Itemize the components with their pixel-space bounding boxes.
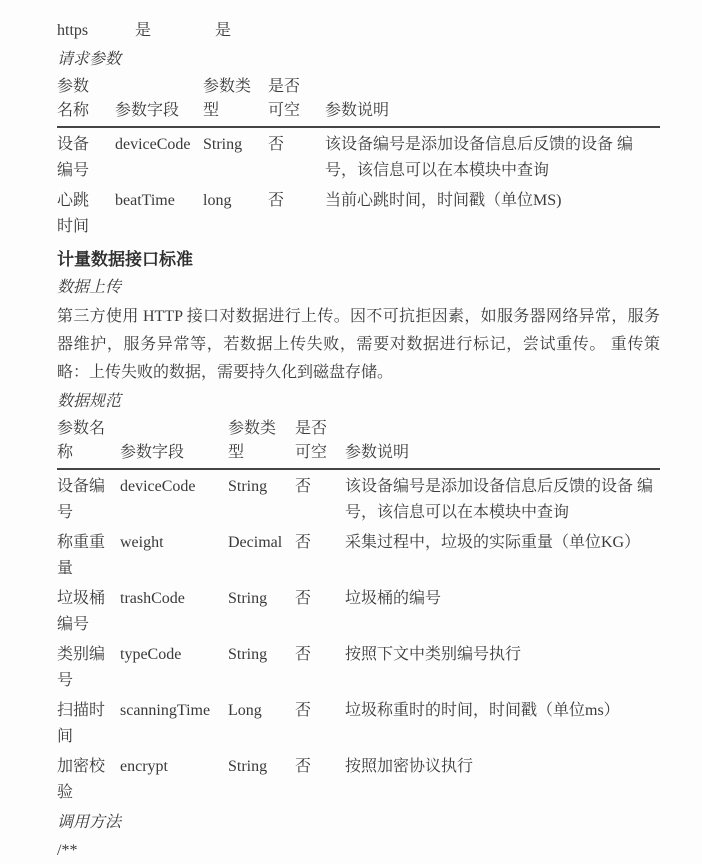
table-row — [57, 526, 660, 582]
nullable-cell: 否 — [295, 702, 312, 719]
param-desc-cell: 垃圾称重时的时间，时间戳（单位ms） — [345, 702, 620, 719]
param-desc-cell: 该设备编号是添加设备信息后反馈的设备 编号，该信息可以在本模块中查询 — [345, 478, 654, 521]
table-row — [57, 469, 660, 526]
table-row — [57, 750, 660, 806]
column-header-param-field: 参数字段 — [115, 102, 180, 119]
param-desc-cell: 该设备编号是添加设备信息后反馈的设备 编号，该信息可以在本模块中查询 — [325, 136, 634, 179]
metering-section-heading: 计量数据接口标准 — [57, 250, 193, 269]
column-header-nullable: 是否可空 — [295, 420, 328, 461]
param-name-cell: 心跳时间 — [57, 192, 90, 235]
param-type-cell: long — [203, 192, 232, 209]
table-row — [57, 184, 660, 240]
param-desc-cell: 垃圾桶的编号 — [345, 590, 442, 607]
param-desc-cell: 当前心跳时间，时间戳（单位MS) — [325, 192, 562, 209]
nullable-cell: 否 — [295, 758, 312, 775]
protocol-flag-1: 是 — [135, 22, 152, 39]
param-field-cell: beatTime — [115, 192, 175, 209]
param-field-cell: deviceCode — [120, 478, 196, 495]
data-spec-table — [57, 417, 660, 806]
param-field-cell: typeCode — [120, 646, 182, 663]
param-type-cell: String — [228, 646, 268, 663]
param-field-cell: scanningTime — [120, 702, 211, 719]
data-upload-title: 数据上传 — [57, 279, 122, 296]
column-header-param-field: 参数字段 — [120, 444, 185, 461]
nullable-cell: 否 — [295, 590, 312, 607]
table-row — [57, 694, 660, 750]
column-header-param-name: 参数名称 — [57, 78, 90, 119]
param-desc-cell: 采集过程中，垃圾的实际重量（单位KG） — [345, 534, 641, 551]
param-name-cell: 称重重量 — [57, 534, 106, 577]
nullable-cell: 否 — [268, 136, 285, 153]
column-header-nullable: 是否可空 — [268, 78, 301, 119]
param-field-cell: weight — [120, 534, 164, 551]
table-header-row — [57, 417, 660, 469]
column-header-param-type: 参数类型 — [203, 78, 252, 119]
param-field-cell: encrypt — [120, 758, 168, 775]
param-type-cell: Long — [228, 702, 262, 719]
table-row — [57, 582, 660, 638]
column-header-param-desc: 参数说明 — [345, 444, 410, 461]
column-header-param-desc: 参数说明 — [325, 102, 390, 119]
call-method-title: 调用方法 — [57, 814, 122, 831]
param-type-cell: String — [203, 136, 243, 153]
param-type-cell: String — [228, 758, 268, 775]
param-name-cell: 扫描时间 — [57, 702, 106, 745]
data-upload-paragraph: 第三方使用 HTTP 接口对数据进行上传。因不可抗拒因素，如服务器网络异常，服务器维护，服务异常等，若数据上传失败，需要对数据进行标记，尝试重传。 重传策略：上传失败的数据，需要持久化到磁盘存储。 — [57, 308, 660, 381]
param-name-cell: 设备编号 — [57, 136, 90, 179]
nullable-cell: 否 — [295, 534, 312, 551]
param-name-cell: 类别编号 — [57, 646, 106, 689]
param-name-cell: 加密校验 — [57, 758, 106, 801]
nullable-cell: 否 — [295, 478, 312, 495]
table-row — [57, 638, 660, 694]
param-field-cell: deviceCode — [115, 136, 191, 153]
data-spec-title: 数据规范 — [57, 393, 122, 410]
column-header-param-name: 参数名称 — [57, 420, 106, 461]
param-desc-cell: 按照下文中类别编号执行 — [345, 646, 522, 663]
column-header-param-type: 参数类型 — [228, 420, 277, 461]
param-desc-cell: 按照加密协议执行 — [345, 758, 474, 775]
param-name-cell: 设备编号 — [57, 478, 106, 521]
protocol-name: https — [57, 22, 89, 39]
nullable-cell: 否 — [295, 646, 312, 663]
nullable-cell: 否 — [268, 192, 285, 209]
param-field-cell: trashCode — [120, 590, 185, 607]
protocol-row — [57, 18, 660, 44]
protocol-flag-2: 是 — [215, 22, 232, 39]
table-row — [57, 127, 660, 184]
param-type-cell: String — [228, 478, 268, 495]
param-name-cell: 垃圾桶编号 — [57, 590, 106, 633]
table-header-row — [57, 75, 660, 127]
request-params-title: 请求参数 — [57, 51, 122, 68]
code-comment-open: /** — [57, 842, 78, 859]
param-type-cell: Decimal — [228, 534, 283, 551]
param-type-cell: String — [228, 590, 268, 607]
request-params-table — [57, 75, 660, 240]
